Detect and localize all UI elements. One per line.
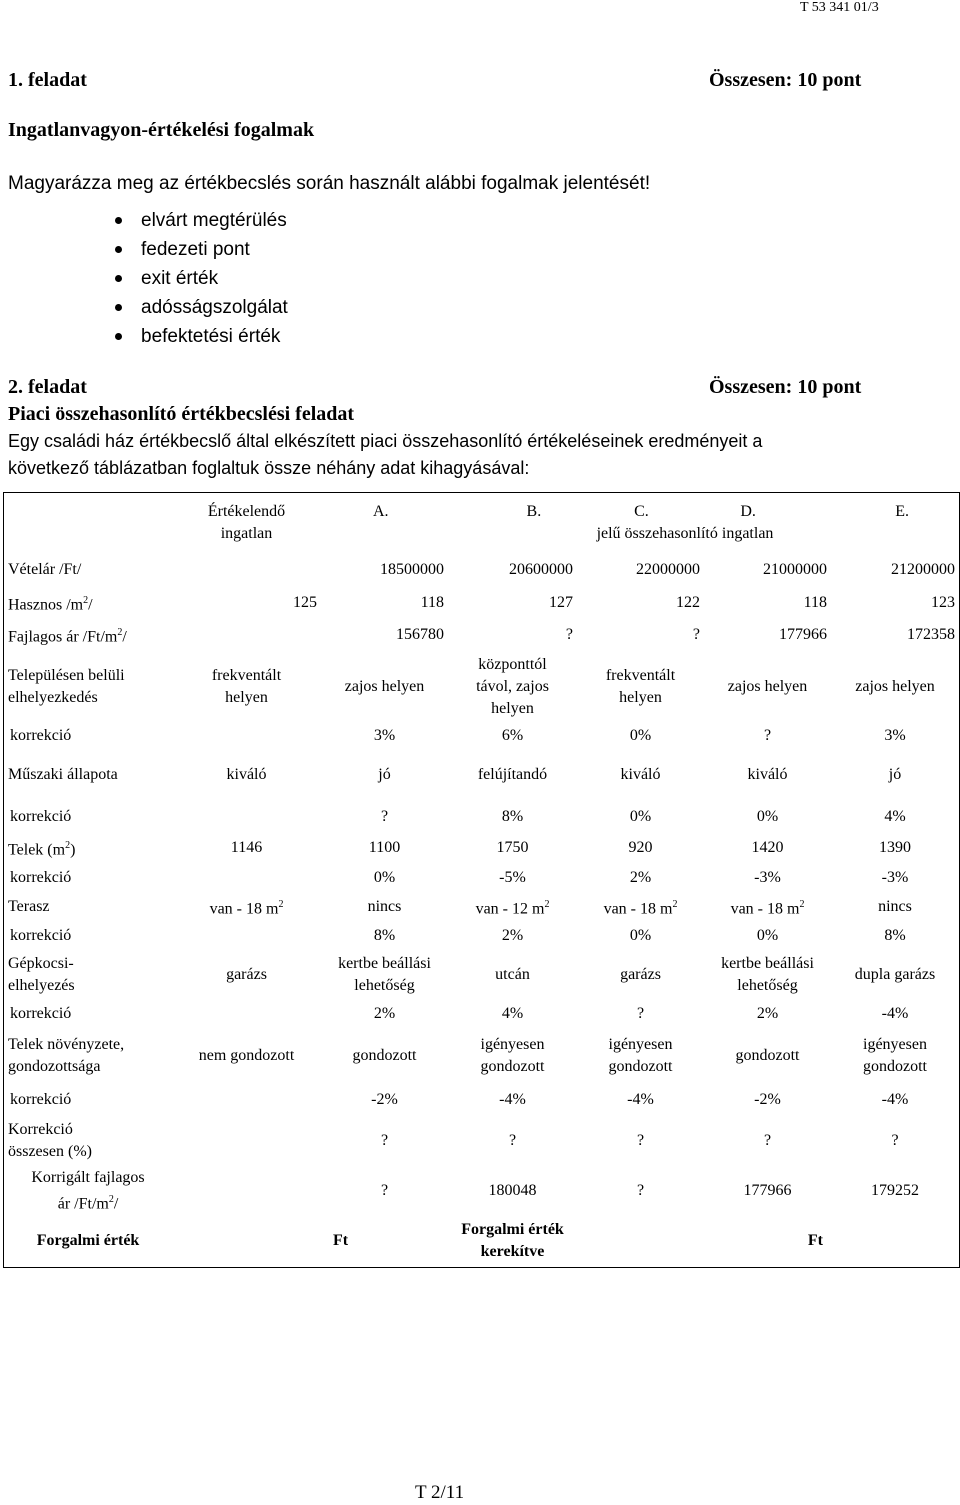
cell: ?: [380, 1132, 389, 1149]
cell: ?: [508, 1132, 517, 1149]
cell: központtól távol, zajos helyen: [476, 656, 549, 717]
cell: zajos helyen: [855, 678, 935, 695]
cell: van - 12 $m^2$: [475, 898, 550, 918]
cell: 18500000: [380, 561, 444, 578]
cell: igényesen gondozott: [863, 1036, 927, 1075]
header-letter-e: E.: [895, 503, 910, 520]
subject-header: [172, 493, 321, 553]
cell: -3%: [754, 868, 781, 886]
cell: 1390: [879, 839, 911, 856]
row-label: Telek növényzete, gondozottsága: [8, 1036, 125, 1075]
row-label: Korrekció összesen (%): [8, 1121, 92, 1160]
cell: 156780: [396, 626, 444, 643]
cell: gondozott: [352, 1047, 417, 1064]
task1-subtitle: Ingatlanvagyon-értékelési fogalmak: [8, 119, 315, 141]
cell: jó: [888, 766, 902, 783]
table-row: [4, 1115, 959, 1167]
cell: -4%: [499, 1091, 526, 1108]
table-row: [4, 749, 959, 801]
cell: 2%: [501, 927, 524, 944]
cell: 8%: [501, 808, 524, 825]
table-row: [4, 1215, 959, 1267]
table-row: [4, 892, 959, 922]
subject-header-line2: ingatlan: [220, 525, 273, 542]
cell: ?: [692, 626, 700, 643]
row-label: korrekció: [10, 1004, 72, 1022]
cell: 3%: [884, 727, 906, 744]
cell: 0%: [629, 808, 652, 825]
row-label: Terasz: [8, 898, 50, 915]
cell: 22000000: [636, 561, 700, 578]
cell: 920: [628, 839, 653, 856]
cell: kiváló: [747, 766, 788, 783]
cell: 2%: [629, 868, 652, 886]
cell: ?: [763, 727, 772, 744]
cell: 2%: [373, 1004, 396, 1022]
row-label: korrekció: [10, 808, 72, 825]
cell: -4%: [627, 1091, 654, 1108]
cell: ?: [636, 1004, 645, 1022]
cell: 180048: [488, 1182, 537, 1200]
cell: ?: [636, 1182, 645, 1200]
list-item: befektetési érték: [113, 322, 288, 351]
cell: -3%: [881, 868, 909, 886]
cell: ?: [380, 1182, 389, 1200]
cell: 127: [549, 594, 573, 611]
header-letter-c: C.: [634, 503, 649, 520]
row-label: Településen belüli elhelyezkedés: [8, 667, 125, 706]
row-label: Forgalmi érték: [36, 1232, 140, 1250]
cell: kiváló: [226, 766, 267, 783]
cell: 0%: [373, 868, 396, 886]
cell: 179252: [871, 1182, 919, 1200]
task2-intro-line1: Egy családi ház értékbecslő által elkészített piaci összehasonlító értékeléseinek eredményeit a: [8, 431, 763, 451]
table-row: [4, 651, 959, 723]
cell: ?: [763, 1132, 772, 1149]
cell: 122: [676, 594, 700, 611]
table-row: [4, 1085, 959, 1115]
cell: garázs: [620, 966, 661, 983]
cell: 3%: [373, 727, 396, 744]
cell: -5%: [499, 868, 526, 886]
cell: zajos helyen: [727, 678, 808, 695]
table-row: [4, 587, 959, 619]
cell: 1100: [368, 839, 401, 856]
page-number: T 2/11: [415, 1482, 465, 1503]
cell: 172358: [907, 626, 955, 643]
list-item: fedezeti pont: [113, 235, 288, 264]
cell: Forgalmi érték kerekítve: [461, 1221, 564, 1261]
cell: -4%: [881, 1004, 909, 1022]
task2-title: 2. feladat: [8, 376, 87, 398]
cell: 8%: [373, 927, 396, 944]
cell: 123: [931, 594, 955, 611]
table-row: [4, 1167, 959, 1215]
table-row: [4, 922, 959, 950]
cell: Ft: [807, 1232, 823, 1250]
header-letter-d: D.: [740, 503, 756, 520]
row-label: korrekció: [10, 1091, 72, 1108]
cell: 6%: [501, 727, 524, 744]
cell: utcán: [495, 966, 530, 983]
header-letter-b: B.: [526, 503, 542, 520]
table-row: [4, 833, 959, 863]
list-item: elvárt megtérülés: [113, 206, 288, 235]
task2-subtitle: Piaci összehasonlító értékbecslési feladat: [8, 403, 355, 425]
task2-points: Összesen: 10 pont: [709, 376, 862, 398]
cell: zajos helyen: [344, 678, 425, 695]
cell: van - 18 $m^2$: [209, 898, 284, 918]
cell: jó: [378, 766, 391, 783]
document-code: T 53 341 01/3: [800, 0, 879, 15]
cell: frekventált helyen: [605, 667, 676, 706]
cell: frekventált helyen: [211, 667, 282, 706]
row-label: korrekció: [10, 868, 72, 886]
cell: igényesen gondozott: [480, 1036, 545, 1075]
cell: nem gondozott: [198, 1047, 295, 1064]
cell: ?: [636, 1132, 645, 1149]
cell: felújítandó: [477, 766, 548, 783]
cell: 8%: [884, 927, 906, 944]
cell: 177966: [779, 626, 827, 643]
cell: 177966: [743, 1182, 792, 1200]
cell: -2%: [371, 1091, 398, 1108]
cell: nincs: [367, 898, 402, 915]
cell: 4%: [884, 808, 906, 825]
row-label: Műszaki állapota: [8, 766, 118, 783]
row-label: Fajlagos ár $/Ft/m^2/$: [8, 626, 127, 646]
table-row: [4, 619, 959, 651]
subject-header-line1: Értékelendő: [207, 503, 286, 520]
cell: 0%: [756, 927, 779, 944]
cell: kiváló: [620, 766, 661, 783]
table-row: [4, 801, 959, 833]
comparables-header: [321, 493, 959, 553]
table-row: [4, 553, 959, 587]
cell: 0%: [756, 808, 779, 825]
comparison-table: [4, 493, 959, 1267]
task1-points: Összesen: 10 pont: [709, 69, 862, 91]
cell: 118: [803, 594, 827, 611]
table-row: [4, 1000, 959, 1027]
cell: dupla garázs: [854, 966, 936, 983]
row-label: korrekció: [10, 927, 72, 944]
cell: ?: [380, 808, 389, 825]
cell: ?: [565, 626, 573, 643]
table-row: [4, 863, 959, 892]
cell: gondozott: [735, 1047, 800, 1064]
concept-list: [113, 206, 288, 351]
row-label: Korrigált fajlagos ár $/Ft/m^2/$: [31, 1169, 145, 1213]
cell: kertbe beállási lehetőség: [721, 955, 814, 994]
cell: van - 18 $m^2$: [730, 898, 805, 918]
row-label: korrekció: [10, 727, 72, 744]
cell: 20600000: [509, 561, 573, 578]
cell: -2%: [754, 1091, 781, 1108]
row-label: Vételár /Ft/: [8, 561, 82, 578]
cell: nincs: [878, 898, 912, 915]
header-caption: jelű összehasonlító ingatlan: [596, 525, 774, 542]
cell: 1750: [496, 839, 529, 856]
cell: kertbe beállási lehetőség: [338, 955, 431, 994]
table-header-row: [4, 493, 959, 553]
cell: 0%: [629, 927, 652, 944]
row-label: Telek $(m^2)$: [8, 839, 76, 859]
cell: 1146: [230, 839, 263, 856]
task1-title: 1. feladat: [8, 69, 87, 91]
table-row: [4, 723, 959, 749]
cell: -4%: [881, 1091, 909, 1108]
cell: 21200000: [891, 561, 955, 578]
table-row: [4, 950, 959, 1000]
cell: 1420: [751, 839, 784, 856]
cell: ?: [891, 1132, 899, 1149]
row-label: Gépkocsi- elhelyezés: [8, 955, 75, 994]
cell: 21000000: [763, 561, 827, 578]
list-item: exit érték: [113, 264, 288, 293]
cell: 118: [420, 594, 444, 611]
cell: 4%: [501, 1004, 524, 1022]
task2-intro-line2: következő táblázatban foglaltuk össze néhány adat kihagyásával:: [8, 458, 530, 478]
task1-instruction: Magyarázza meg az értékbecslés során használt alábbi fogalmak jelentését!: [8, 173, 651, 194]
cell: Ft: [333, 1232, 349, 1250]
cell: 0%: [629, 727, 652, 744]
cell: 125: [293, 594, 317, 611]
list-item: adósságszolgálat: [113, 293, 288, 322]
header-letter-a: A.: [373, 503, 389, 520]
cell: igényesen gondozott: [608, 1036, 673, 1075]
row-label: Hasznos $/m^2/$: [8, 594, 93, 614]
cell: 2%: [756, 1004, 779, 1022]
cell: van - 18 $m^2$: [603, 898, 678, 918]
cell: garázs: [226, 966, 267, 983]
table-row: [4, 1027, 959, 1085]
